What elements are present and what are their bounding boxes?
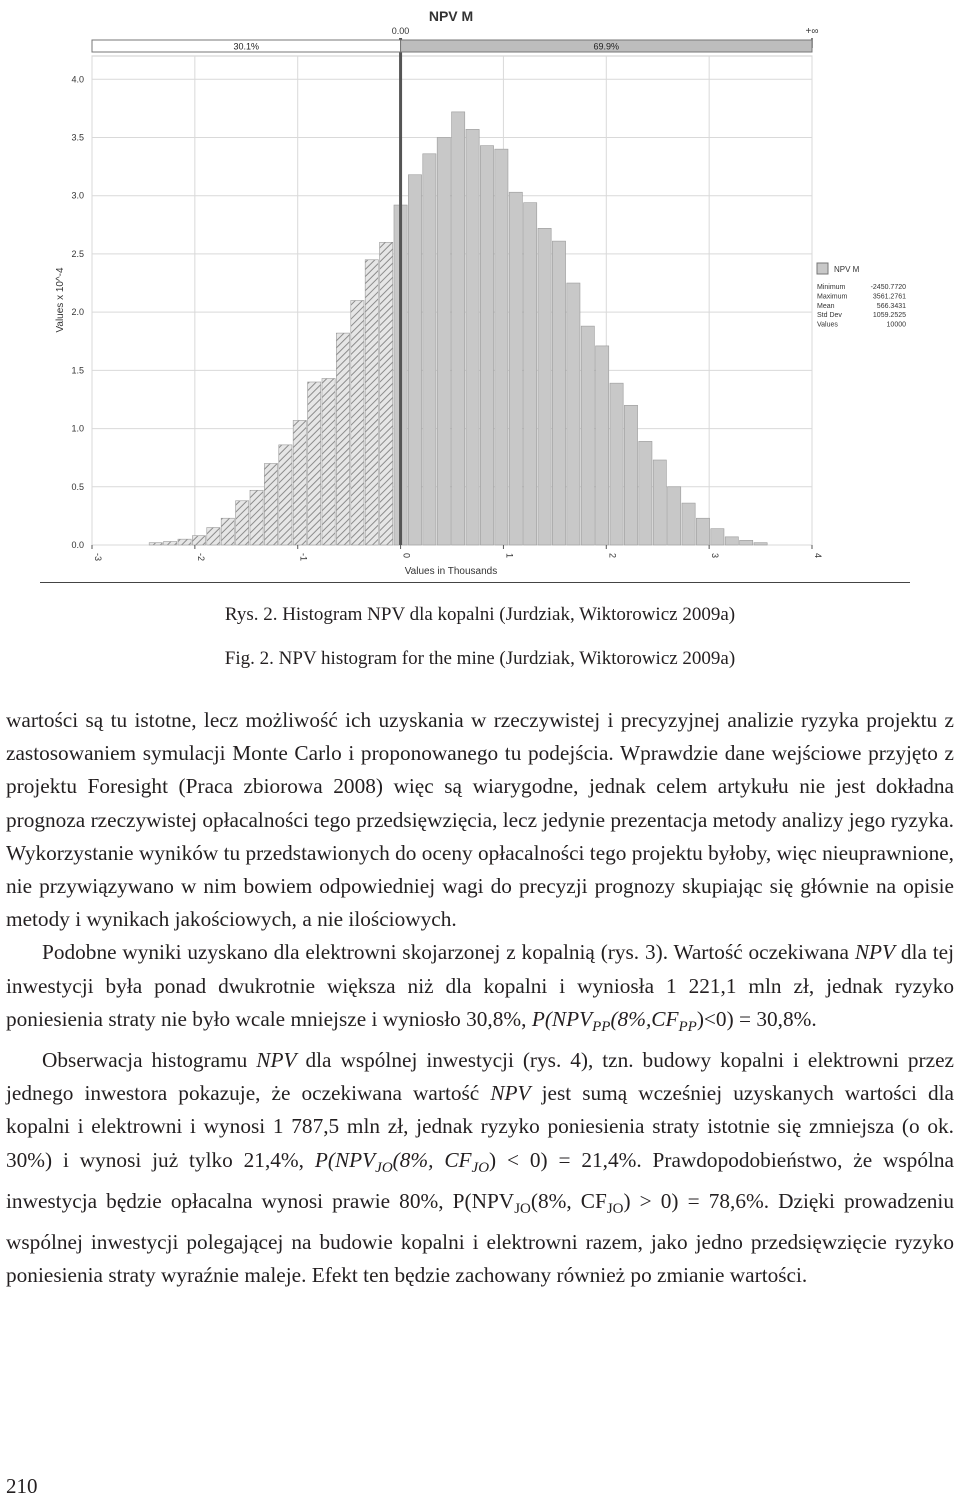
legend-stat-label: Minimum <box>817 284 846 291</box>
histogram-bar <box>336 333 349 545</box>
histogram-bar <box>351 301 364 546</box>
chart-title: NPV M <box>428 8 474 24</box>
figure-caption-english: Fig. 2. NPV histogram for the mine (Jurdziak, Wiktorowicz 2009a) <box>224 648 736 669</box>
histogram-bar <box>480 146 493 545</box>
x-tick-label: 2 <box>607 553 618 559</box>
histogram-bar <box>552 241 565 545</box>
histogram-bar <box>264 464 277 546</box>
histogram-bar <box>725 537 738 545</box>
y-tick-label: 2.5 <box>71 248 84 259</box>
p3-formula <box>314 1147 490 1176</box>
page-number: 210 <box>6 1474 38 1498</box>
left-percent-label: 30.1% <box>233 41 260 52</box>
p3-sub-4: JO <box>606 1200 624 1217</box>
legend-stat-label: Std Dev <box>817 312 842 320</box>
histogram-bar <box>207 528 220 545</box>
x-tick-label: 3 <box>710 553 721 559</box>
histogram-bar <box>164 542 177 545</box>
y-tick-label: 1.5 <box>71 365 84 376</box>
legend-series-name: NPV M <box>834 265 860 274</box>
histogram-bar <box>668 487 681 545</box>
histogram-bar <box>221 518 234 545</box>
y-tick-label: 3.0 <box>71 190 84 201</box>
p2-formula-sub: PP <box>592 1018 611 1035</box>
y-tick-label: 3.5 <box>71 132 84 143</box>
legend-swatch <box>817 263 828 274</box>
x-tick-label: 0 <box>401 553 412 559</box>
legend-stat-label: Values <box>817 321 838 329</box>
x-tick-label: 1 <box>504 553 515 559</box>
legend-stat-label: Mean <box>817 302 835 310</box>
histogram-bar <box>279 445 292 545</box>
histogram-bar <box>423 154 436 545</box>
histogram-bar <box>293 420 306 545</box>
legend-stat-value: 1059.2525 <box>872 312 906 320</box>
figure-caption-polish: Rys. 2. Histogram NPV dla kopalni (Jurdziak, Wiktorowicz 2009a) <box>224 604 736 625</box>
chart-legend <box>817 263 906 329</box>
histogram-bar <box>624 405 637 545</box>
histogram-bar <box>380 242 393 545</box>
delimiter-value-label: 0.00 <box>391 26 410 36</box>
y-tick-label: 4.0 <box>71 74 84 85</box>
p3-formula-sub: JO <box>375 1159 393 1176</box>
histogram-bar <box>581 326 594 545</box>
x-tick-label: 4 <box>813 553 823 559</box>
p3-text-f: ) > 0) = 78,6%. Dzięki prowadzeniu wspólnej inwestycji polegającej na budowie kopalni i elektrowni razem, jako jedno przedsięwzięcie ryzyko poniesienia straty wyraźnie maleje. Efekt ten będzie zachowany również po zmianie wartości. <box>6 1188 954 1288</box>
legend-stat-label: Maximum <box>817 293 848 301</box>
p2-formula-part: (8%,CF <box>610 1006 679 1031</box>
histogram-bar <box>149 543 162 545</box>
p3-text-a: Obserwacja histogramu <box>42 1048 257 1073</box>
histogram-bar <box>567 283 580 545</box>
histogram-bar <box>437 138 450 546</box>
histogram-bar <box>178 539 191 545</box>
histogram-bar <box>740 540 753 545</box>
x-tick-label: -1 <box>298 553 309 562</box>
p2-text-b: dla tej inwestycji była ponad dwukrotnie większa niż dla kopalni i wyniosła 1 221,1 mln zł, jednak ryzyko poniesienia straty nie było wcale mniejsze i wyniosło 30,8%, <box>6 940 954 1031</box>
delimiter-infinity-label: +∞ <box>805 26 819 37</box>
x-tick-label: -3 <box>93 553 103 562</box>
p3-formula-part: (8%, CF <box>392 1147 472 1172</box>
histogram-bar <box>524 203 537 545</box>
p3-formula-sub: JO <box>471 1159 490 1176</box>
p3-text-d: Prawdopodobieństwo, że wspólna inwestycja będzie opłacalna wynosi prawie 80%, P(NPV <box>6 1147 954 1213</box>
histogram-bar <box>452 112 465 545</box>
histogram-bar <box>408 175 421 545</box>
histogram-bar <box>653 460 666 545</box>
histogram-bar <box>538 228 551 545</box>
y-tick-label: 0.5 <box>71 481 84 492</box>
histogram-bar <box>509 192 522 545</box>
histogram-bar <box>365 260 378 545</box>
p3-npv-1: NPV <box>256 1048 297 1073</box>
p2-npv: NPV <box>854 940 896 965</box>
histogram-bar <box>596 346 609 545</box>
body-text <box>6 704 954 1292</box>
paragraph-1: wartości są tu istotne, lecz możliwość ich uzyskania w rzeczywistej i precyzyjnej analizie ryzyka projektu z zastosowaniem symulacji Monte Carlo i proponowanego tu podejścia. Wprawdzie dane wejściowe przyjęto z projektu Foresight (Praca zbiorowa 2008) więc są wiarygodne, jednak celem artykułu nie jest dokładna prognoza rzeczywistej opłacalności tego przedsięwzięcia, lecz jedynie prezentacja metody analizy jego ryzyka. Wykorzystanie wyników tu przedstawionych do oceny opłacalności tego projektu byłoby, więc nieuprawnione, nie przywiązywano w nim bowiem odpowiedniej wagi do precyzji prognozy skupiając się głównie na opisie metody i wynikach jakościowych, a nie ilościowych. <box>6 708 954 932</box>
p2-formula-end: )<0) = 30,8%. <box>696 1006 817 1031</box>
histogram-bar <box>250 490 263 545</box>
p3-text-e: (8%, CF <box>530 1188 607 1213</box>
histogram-bar <box>682 503 695 545</box>
y-tick-label: 2.0 <box>71 307 84 318</box>
histogram-bar <box>639 441 652 545</box>
paragraph-2 <box>6 936 954 1044</box>
p2-formula-sub: PP <box>678 1018 697 1035</box>
p2-formula-part: P(NPV <box>531 1006 593 1031</box>
histogram-bar <box>322 379 335 545</box>
histogram-bar <box>754 543 767 545</box>
p3-text-c: jest sumą wcześniej uzyskanych wartości dla kopalni i elektrowni i wynosi 1 787,5 mln zł, jednak ryzyko poniesienia straty istotnie się zmniejsza (o ok. 30%) i wynosi już tylko 21,4%, <box>6 1081 954 1172</box>
p3-sub-3: JO <box>514 1200 531 1217</box>
y-axis-label: Values x 10^-4 <box>55 267 66 333</box>
histogram-bar <box>495 149 508 545</box>
p3-formula-part: P(NPV <box>314 1147 376 1172</box>
paragraph-3 <box>6 1044 954 1292</box>
chart-divider <box>40 582 910 583</box>
p2-formula <box>531 1006 697 1035</box>
y-tick-label: 0.0 <box>71 540 84 550</box>
histogram-bar <box>308 382 321 545</box>
histogram-bar <box>610 383 623 545</box>
right-percent-label: 69.9% <box>593 41 620 52</box>
histogram-bar <box>192 536 205 545</box>
legend-stat-value: 10000 <box>886 321 906 329</box>
npv-histogram-chart <box>40 0 910 585</box>
legend-stat-value: 566.3431 <box>876 302 906 310</box>
p2-text-a: Podobne wyniki uzyskano dla elektrowni skojarzonej z kopalnią (rys. 3). Wartość oczekiwana <box>42 940 855 965</box>
histogram-bar <box>711 529 724 545</box>
histogram-bar <box>696 518 709 545</box>
x-axis-label: Values in Thousands <box>404 566 498 577</box>
histogram-bar <box>236 501 249 545</box>
p3-text-b: dla wspólnej inwestycji (rys. 4), tzn. budowy kopalni i elektrowni przez jednego inwestora pokazuje, że oczekiwana wartość <box>6 1048 955 1106</box>
legend-stat-value: 3561.2761 <box>872 293 906 301</box>
histogram-bar <box>466 129 479 545</box>
p3-npv-2: NPV <box>490 1081 531 1106</box>
x-tick-label: -2 <box>195 553 206 562</box>
y-tick-label: 1.0 <box>71 423 84 434</box>
legend-stat-value: -2450.7720 <box>870 284 906 291</box>
p3-formula-end: ) < 0) = 21,4%. <box>489 1147 642 1172</box>
